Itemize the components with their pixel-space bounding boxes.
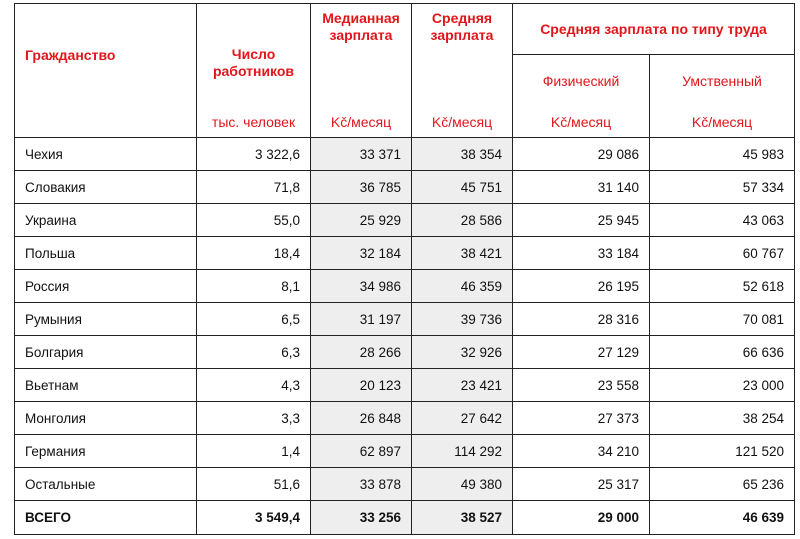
cell-physical: 27 129 <box>513 336 650 369</box>
cell-workers: 3 322,6 <box>197 138 311 171</box>
cell-workers: 51,6 <box>197 468 311 501</box>
average-unit: Kč/месяц <box>412 107 513 138</box>
cell-physical: 26 195 <box>513 270 650 303</box>
cell-average: 46 359 <box>412 270 513 303</box>
cell-median: 31 197 <box>311 303 412 336</box>
cell-average: 49 380 <box>412 468 513 501</box>
median-unit: Kč/месяц <box>311 107 412 138</box>
cell-average: 45 751 <box>412 171 513 204</box>
table-row <box>15 270 795 303</box>
cell-mental: 43 063 <box>650 204 795 237</box>
salary-table-container <box>14 3 794 533</box>
cell-median: 62 897 <box>311 435 412 468</box>
cell-mental: 70 081 <box>650 303 795 336</box>
cell-average: 27 642 <box>412 402 513 435</box>
mental-unit: Kč/месяц <box>650 107 795 138</box>
cell-median: 25 929 <box>311 204 412 237</box>
cell-median: 33 371 <box>311 138 412 171</box>
cell-country: Румыния <box>15 303 197 336</box>
mental-header: Умственный <box>650 55 795 108</box>
workers-header: Число работников <box>197 4 311 108</box>
table-row <box>15 237 795 270</box>
cell-mental: 66 636 <box>650 336 795 369</box>
total-average: 38 527 <box>412 501 513 535</box>
cell-country: Германия <box>15 435 197 468</box>
cell-physical: 25 317 <box>513 468 650 501</box>
units-row <box>15 107 795 138</box>
table-row <box>15 303 795 336</box>
table-row <box>15 435 795 468</box>
cell-workers: 4,3 <box>197 369 311 402</box>
cell-mental: 38 254 <box>650 402 795 435</box>
cell-physical: 25 945 <box>513 204 650 237</box>
cell-country: Вьетнам <box>15 369 197 402</box>
cell-country: Болгария <box>15 336 197 369</box>
cell-workers: 55,0 <box>197 204 311 237</box>
table-row <box>15 171 795 204</box>
cell-physical: 34 210 <box>513 435 650 468</box>
average-header: Средняя зарплата <box>412 4 513 108</box>
cell-average: 32 926 <box>412 336 513 369</box>
cell-average: 28 586 <box>412 204 513 237</box>
physical-header: Физический <box>513 55 650 108</box>
total-workers: 3 549,4 <box>197 501 311 535</box>
table-row <box>15 204 795 237</box>
cell-country: Остальные <box>15 468 197 501</box>
cell-average: 38 354 <box>412 138 513 171</box>
cell-workers: 6,5 <box>197 303 311 336</box>
header-row-1 <box>15 4 795 55</box>
table-row <box>15 336 795 369</box>
by-type-header: Средняя зарплата по типу труда <box>513 4 795 55</box>
cell-physical: 27 373 <box>513 402 650 435</box>
cell-workers: 1,4 <box>197 435 311 468</box>
cell-median: 33 878 <box>311 468 412 501</box>
cell-mental: 52 618 <box>650 270 795 303</box>
cell-workers: 18,4 <box>197 237 311 270</box>
cell-average: 39 736 <box>412 303 513 336</box>
citizenship-header: Гражданство <box>15 4 197 108</box>
cell-median: 28 266 <box>311 336 412 369</box>
cell-average: 114 292 <box>412 435 513 468</box>
cell-country: Украина <box>15 204 197 237</box>
total-physical: 29 000 <box>513 501 650 535</box>
total-median: 33 256 <box>311 501 412 535</box>
table-row <box>15 138 795 171</box>
table-row <box>15 402 795 435</box>
workers-unit: тыс. человек <box>197 107 311 138</box>
cell-workers: 71,8 <box>197 171 311 204</box>
physical-unit: Kč/месяц <box>513 107 650 138</box>
cell-physical: 31 140 <box>513 171 650 204</box>
cell-mental: 23 000 <box>650 369 795 402</box>
cell-country: Польша <box>15 237 197 270</box>
cell-mental: 57 334 <box>650 171 795 204</box>
cell-physical: 33 184 <box>513 237 650 270</box>
median-header: Медианная зарплата <box>311 4 412 108</box>
cell-median: 20 123 <box>311 369 412 402</box>
cell-workers: 6,3 <box>197 336 311 369</box>
cell-median: 36 785 <box>311 171 412 204</box>
cell-average: 23 421 <box>412 369 513 402</box>
cell-median: 26 848 <box>311 402 412 435</box>
cell-country: Монголия <box>15 402 197 435</box>
cell-country: Чехия <box>15 138 197 171</box>
total-mental: 46 639 <box>650 501 795 535</box>
cell-mental: 121 520 <box>650 435 795 468</box>
table-row <box>15 369 795 402</box>
cell-median: 32 184 <box>311 237 412 270</box>
total-country: ВСЕГО <box>15 501 197 535</box>
table-row <box>15 468 795 501</box>
cell-country: Словакия <box>15 171 197 204</box>
total-row <box>15 501 795 535</box>
cell-physical: 29 086 <box>513 138 650 171</box>
cell-mental: 60 767 <box>650 237 795 270</box>
cell-average: 38 421 <box>412 237 513 270</box>
cell-median: 34 986 <box>311 270 412 303</box>
cell-country: Россия <box>15 270 197 303</box>
cell-physical: 23 558 <box>513 369 650 402</box>
cell-workers: 3,3 <box>197 402 311 435</box>
cell-mental: 45 983 <box>650 138 795 171</box>
cell-physical: 28 316 <box>513 303 650 336</box>
units-empty-cell <box>15 107 197 138</box>
cell-workers: 8,1 <box>197 270 311 303</box>
cell-mental: 65 236 <box>650 468 795 501</box>
salary-table <box>14 3 795 535</box>
